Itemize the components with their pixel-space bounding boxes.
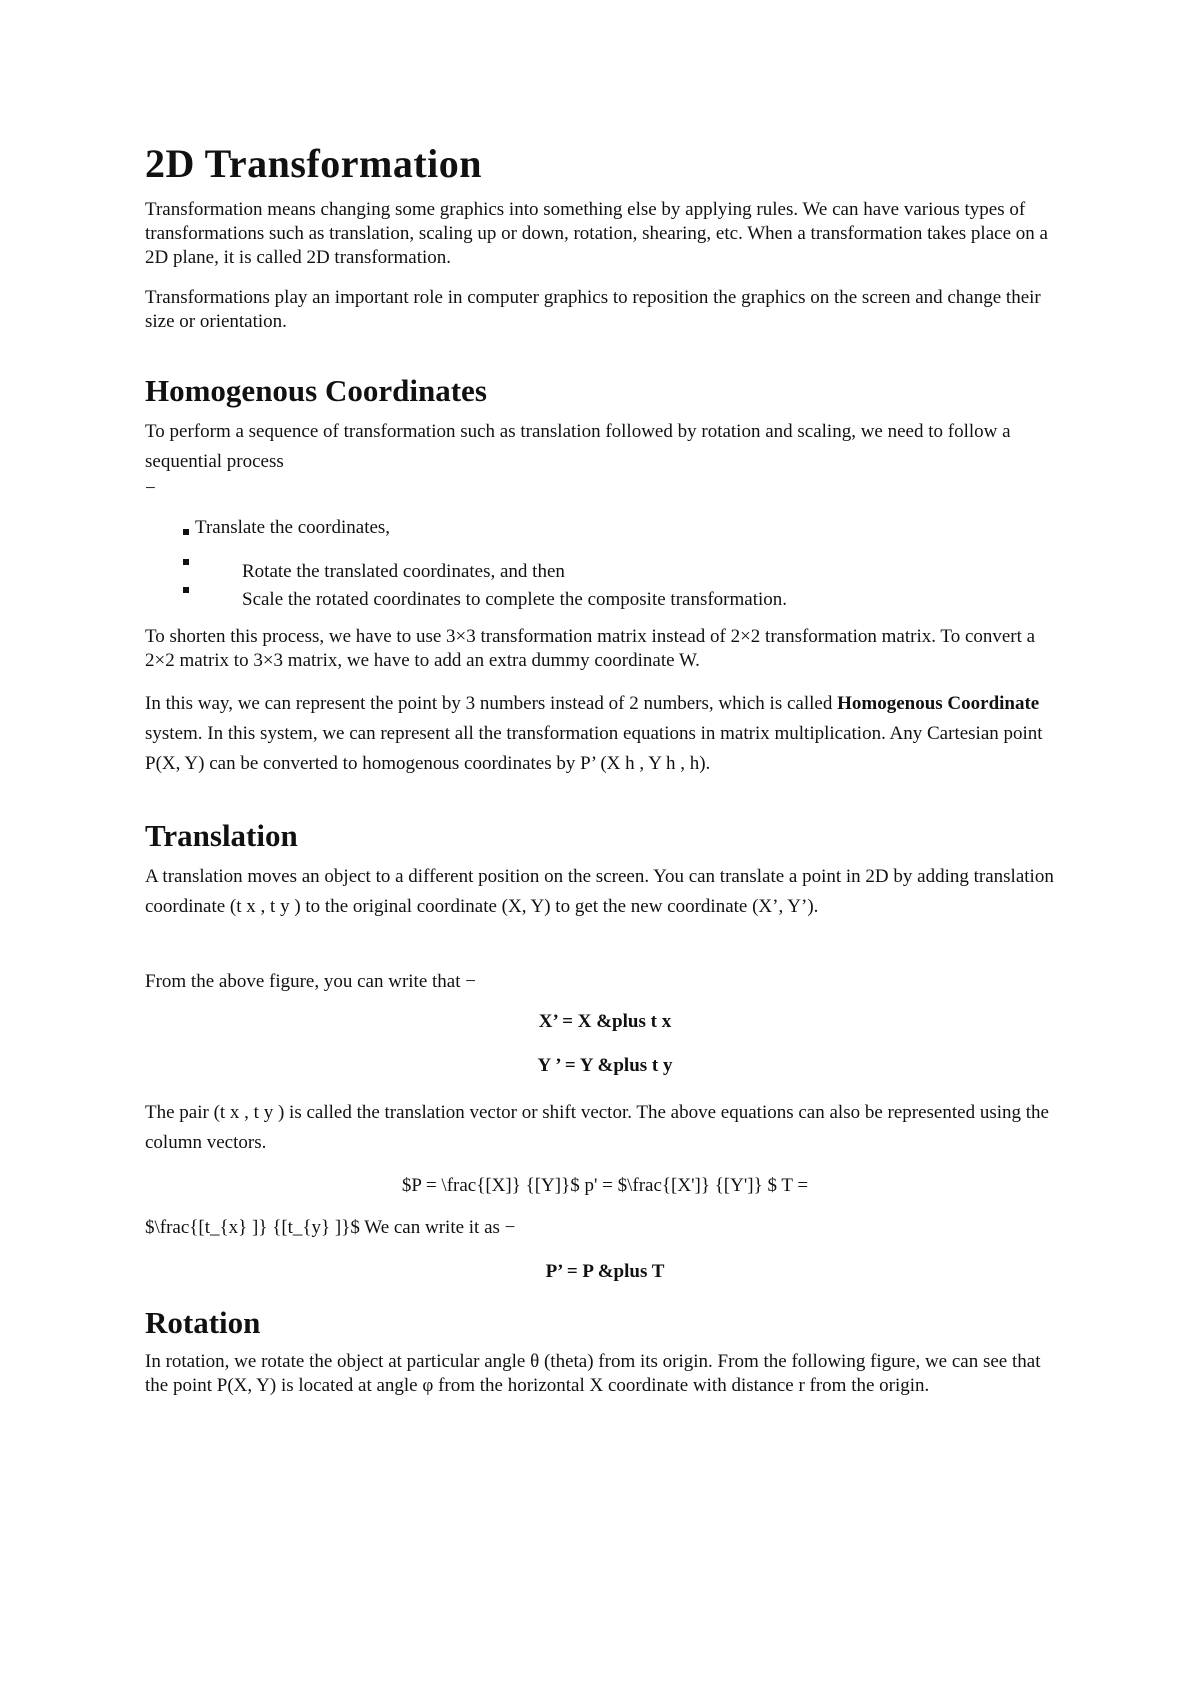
latex-line-2: $\frac{[t_{x} ]} {[t_{y} ]}$ We can write it as − [145,1217,516,1239]
paragraph-text: In this way, we can represent the point by 3 numbers instead of 2 numbers, which is called [145,693,838,715]
list-item-text: Scale the rotated coordinates to complete the composite transformation. [242,589,788,611]
equation-x: X’ = X &plus t x [538,1011,672,1033]
list-item [145,559,1065,585]
paragraph-text: system. In this system, we can represent all the transformation equations in matrix multiplication. Any Cartesian point P(X, Y) can be converted to homogenous coordinates by P’ (X h , Y h , h). [145,723,1043,775]
rotation-heading: Rotation [145,1305,261,1341]
document-page [145,140,1065,1414]
equation-p: P’ = P &plus T [545,1261,665,1283]
intro-paragraph-1: Transformation means changing some graphics into something else by applying rules. We can have various types of transformations such as translation, scaling up or down, rotation, shearing, etc. When a transformation takes place on a 2D plane, it is called 2D transformation. [145,199,1048,268]
list-item-text: Rotate the translated coordinates, and then [242,561,565,583]
latex-line-1: $P = \frac{[X]} {[Y]}$ p' = $\frac{[X']} {[Y']} $ T = [401,1175,809,1197]
bold-term: Homogenous Coordinate [837,693,1040,715]
homogenous-paragraph-2: To shorten this process, we have to use 3×3 transformation matrix instead of 2×2 transformation matrix. To convert a 2×2 matrix to 3×3 matrix, we have to add an extra dummy coordinate W. [145,626,1036,672]
homogenous-paragraph-3 [145,689,1065,779]
list-item-text: Translate the coordinates, [195,517,391,539]
list-item [145,587,1065,613]
translation-paragraph-1: A translation moves an object to a different position on the screen. You can translate a point in 2D by adding translation coordinate (t x , t y ) to the original coordinate (X, Y) to get the new coordinate (X’, Y’). [145,866,1054,918]
page-title: 2D Transformation [145,141,483,186]
rotation-paragraph-1: In rotation, we rotate the object at particular angle θ (theta) from its origin. From the following figure, we can see that the point P(X, Y) is located at angle φ from the horizontal X coordinate with distance r from the origin. [145,1350,1041,1396]
process-list [145,515,1065,613]
homogenous-heading: Homogenous Coordinates [145,373,487,408]
translation-heading: Translation [145,818,298,854]
translation-paragraph-3: The pair (t x , t y ) is called the translation vector or shift vector. The above equations can also be represented using the column vectors. [145,1102,1049,1154]
bullet-icon [183,587,189,593]
homogenous-paragraph-1: To perform a sequence of transformation such as translation followed by rotation and scaling, we need to follow a sequential process [145,421,1011,473]
equation-y: Y ’ = Y &plus t y [537,1055,673,1077]
list-item [145,515,1065,541]
bullet-icon [183,559,189,565]
dash-text: − [145,478,156,500]
intro-paragraph-2: Transformations play an important role in computer graphics to reposition the graphics on the screen and change their size or orientation. [145,287,1041,332]
bullet-icon [183,529,189,535]
translation-paragraph-2: From the above figure, you can write that − [145,971,476,993]
